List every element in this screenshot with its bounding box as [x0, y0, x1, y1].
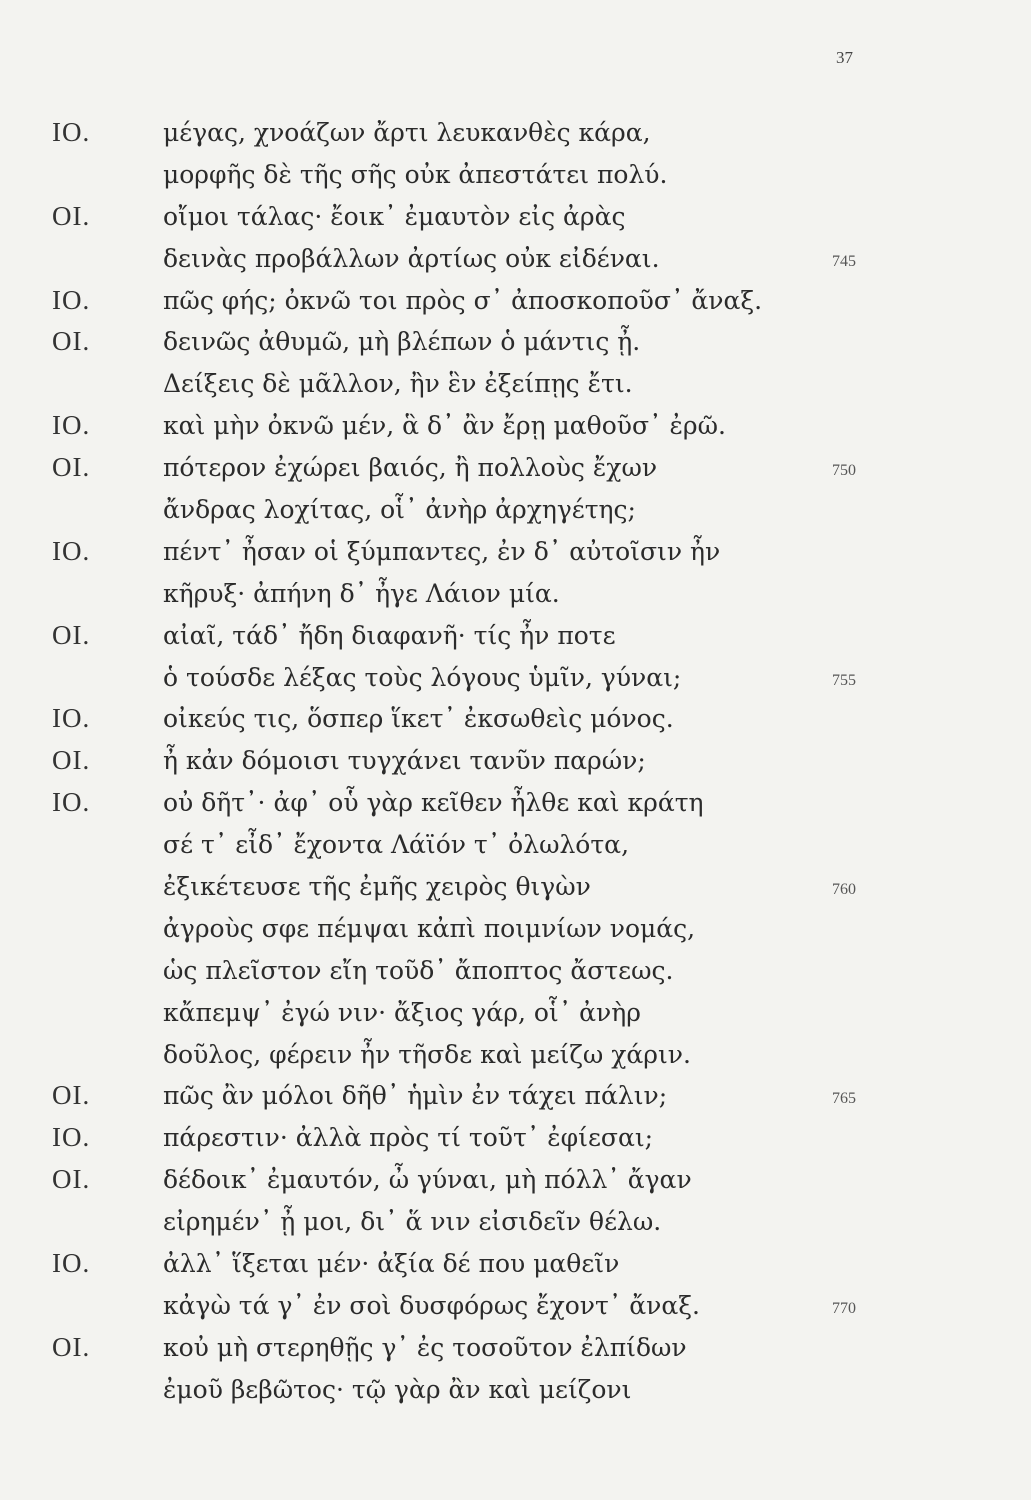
verse-line: [0, 1120, 1031, 1162]
verse-text: ἀγροὺς σφε πέμψαι κἀπὶ ποιμνίων νομάς,: [163, 913, 696, 943]
verse-text: πέντ᾽ ἦσαν οἱ ξύμπαντες, ἐν δ᾽ αὐτοῖσιν ἦν: [163, 536, 721, 566]
verse-line: [0, 660, 1031, 702]
verse-text: εἰρημέν᾽ ᾖ μοι, δι᾽ ἅ νιν εἰσιδεῖν θέλω.: [163, 1207, 662, 1237]
verse-line: [0, 450, 1031, 492]
verse-line: [0, 1288, 1031, 1330]
verse-line: [0, 1037, 1031, 1079]
line-number: 765: [832, 1090, 856, 1108]
verse-line: [0, 701, 1031, 743]
verse-text: οὐ δῆτ᾽· ἀφ᾽ οὗ γὰρ κεῖθεν ἦλθε καὶ κράτη: [163, 788, 704, 818]
verse-line: [0, 576, 1031, 618]
verse-line: [0, 827, 1031, 869]
verse-line: [0, 241, 1031, 283]
line-number: 770: [832, 1299, 856, 1317]
verse-line: [0, 115, 1031, 157]
verse-text: σέ τ᾽ εἶδ᾽ ἔχοντα Λάϊόν τ᾽ ὀλωλότα,: [163, 830, 630, 860]
verse-line: [0, 408, 1031, 450]
verse-line: [0, 1204, 1031, 1246]
verse-line: [0, 283, 1031, 325]
verse-line: [0, 366, 1031, 408]
speaker-label: IO.: [52, 1248, 91, 1279]
verse-line: [0, 743, 1031, 785]
verse-text: ἀλλ᾽ ἵξεται μέν· ἀξία δέ που μαθεῖν: [163, 1249, 620, 1279]
verse-line: [0, 1162, 1031, 1204]
speaker-label: IO.: [52, 1122, 91, 1153]
line-number: 755: [832, 671, 856, 689]
speaker-label: OI.: [52, 619, 91, 650]
verse-line: [0, 199, 1031, 241]
verse-line: [0, 911, 1031, 953]
verse-text: ὁ τούσδε λέξας τοὺς λόγους ὑμῖν, γύναι;: [163, 662, 682, 692]
verse-text: Δείξεις δὲ μᾶλλον, ἢν ἓν ἐξείπῃς ἔτι.: [163, 369, 633, 399]
verse-text: πῶς φής; ὀκνῶ τοι πρὸς σ᾽ ἀποσκοποῦσ᾽ ἄναξ.: [163, 285, 763, 315]
speaker-label: IO.: [52, 117, 91, 147]
speaker-label: IO.: [52, 787, 91, 818]
speaker-label: IO.: [52, 410, 91, 441]
verse-line: [0, 324, 1031, 366]
verse-text: καὶ μὴν ὀκνῶ μέν, ἃ δ᾽ ἂν ἔρῃ μαθοῦσ᾽ ἐρῶ.: [163, 411, 726, 441]
verse-text: πῶς ἂν μόλοι δῆθ᾽ ἡμὶν ἐν τάχει πάλιν;: [163, 1081, 668, 1111]
verse-text: κοὐ μὴ στερηθῇς γ᾽ ἐς τοσοῦτον ἐλπίδων: [163, 1332, 687, 1362]
speaker-label: OI.: [52, 452, 91, 483]
speaker-label: OI.: [52, 1080, 91, 1111]
speaker-label: OI.: [52, 745, 91, 776]
verse-line: [0, 869, 1031, 911]
verse-text: μέγας, χνοάζων ἄρτι λευκανθὲς κάρα,: [163, 118, 651, 147]
verse-text: ἄνδρας λοχίτας, οἷ᾽ ἀνὴρ ἀρχηγέτης;: [163, 495, 636, 525]
verse-text: αἰαῖ, τάδ᾽ ἤδη διαφανῆ· τίς ἦν ποτε: [163, 620, 616, 650]
page-number: 37: [836, 48, 853, 67]
verse-text: πότερον ἐχώρει βαιός, ἢ πολλοὺς ἔχων: [163, 453, 658, 483]
verse-line: [0, 1078, 1031, 1120]
verse-line: [0, 492, 1031, 534]
line-number: 750: [832, 462, 856, 480]
line-number: 760: [832, 881, 856, 899]
verse-line: [0, 953, 1031, 995]
verse-block: [0, 115, 1031, 1414]
verse-line: [0, 1330, 1031, 1372]
verse-text: δεινὰς προβάλλων ἀρτίως οὐκ εἰδέναι.: [163, 243, 660, 273]
speaker-label: IO.: [52, 703, 91, 734]
verse-text: μορφῆς δὲ τῆς σῆς οὐκ ἀπεστάτει πολύ.: [163, 159, 668, 189]
verse-line: [0, 157, 1031, 199]
verse-text: ἐξικέτευσε τῆς ἐμῆς χειρὸς θιγὼν: [163, 872, 591, 902]
speaker-label: OI.: [52, 200, 91, 231]
verse-line: [0, 995, 1031, 1037]
verse-text: δοῦλος, φέρειν ἦν τῆσδε καὶ μείζω χάριν.: [163, 1039, 691, 1069]
line-number: 745: [832, 252, 856, 270]
verse-text: δεινῶς ἀθυμῶ, μὴ βλέπων ὁ μάντις ᾖ.: [163, 327, 641, 357]
verse-text: οἴμοι τάλας· ἔοικ᾽ ἐμαυτὸν εἰς ἀρὰς: [163, 201, 626, 231]
verse-line: [0, 534, 1031, 576]
speaker-label: OI.: [52, 1164, 91, 1195]
verse-text: πάρεστιν· ἀλλὰ πρὸς τί τοῦτ᾽ ἐφίεσαι;: [163, 1123, 654, 1153]
verse-text: κἄπεμψ᾽ ἐγώ νιν· ἄξιος γάρ, οἷ᾽ ἀνὴρ: [163, 997, 641, 1027]
verse-text: κἀγὼ τά γ᾽ ἐν σοὶ δυσφόρως ἔχοντ᾽ ἄναξ.: [163, 1290, 700, 1320]
verse-text: ὡς πλεῖστον εἴη τοῦδ᾽ ἄποπτος ἄστεως.: [163, 955, 674, 985]
verse-text: οἰκεύς τις, ὅσπερ ἵκετ᾽ ἐκσωθεὶς μόνος.: [163, 704, 674, 734]
verse-text: ἦ κἀν δόμοισι τυγχάνει τανῦν παρών;: [163, 746, 646, 776]
verse-line: [0, 618, 1031, 660]
verse-text: δέδοικ᾽ ἐμαυτόν, ὦ γύναι, μὴ πόλλ᾽ ἄγαν: [163, 1165, 692, 1195]
speaker-label: OI.: [52, 1331, 91, 1362]
speaker-label: IO.: [52, 284, 91, 315]
verse-text: κῆρυξ· ἀπήνη δ᾽ ἦγε Λάιον μία.: [163, 578, 560, 608]
verse-line: [0, 1246, 1031, 1288]
verse-text: ἐμοῦ βεβῶτος· τῷ γὰρ ἂν καὶ μείζονι: [163, 1374, 632, 1404]
speaker-label: OI.: [52, 326, 91, 357]
speaker-label: IO.: [52, 535, 91, 566]
verse-line: [0, 785, 1031, 827]
verse-line: [0, 1372, 1031, 1414]
